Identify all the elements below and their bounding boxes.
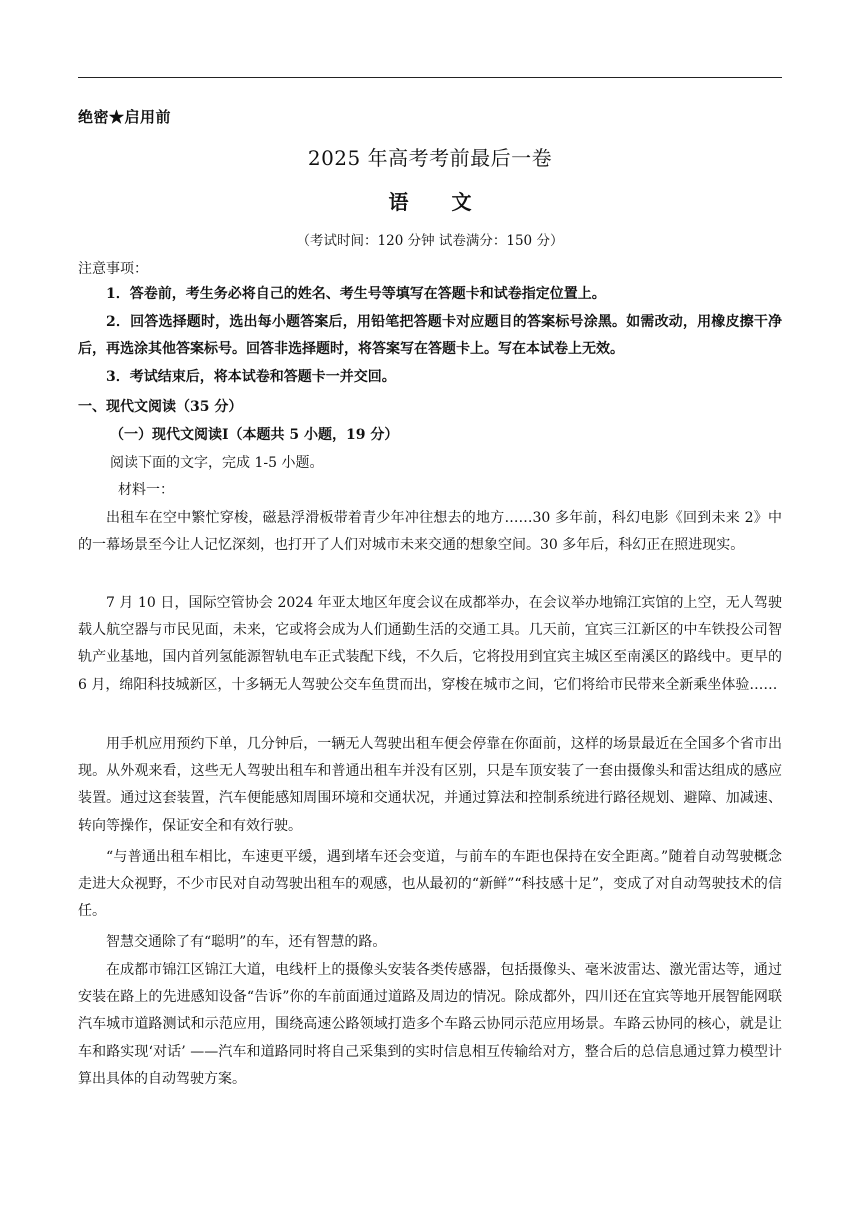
header-rule <box>78 77 782 78</box>
material-paragraph: 7 月 10 日，国际空管协会 2024 年亚太地区年度会议在成都举办，在会议举办地锦江宾馆的上空，无人驾驶载人航空器与市民见面，未来，它或将会成为人们通勤生活的交通工具。几天前，宜宾三江新区的中车铁投公司智轨产业基地，国内首列氢能源智轨电车正式装配下线，不久后，它将投用到宜宾主城区至南溪区的路线中。更早的 6 月，绵阳科技城新区，十多辆无人驾驶公交车鱼贯而出，穿梭在城市之间，它们将给市民带来全新乘坐体验…… <box>78 595 782 693</box>
notice-item-2: 2．回答选择题时，选出每小题答案后，用铅笔把答题卡对应题目的答案标号涂黑。如需改动，用橡皮擦干净后，再选涂其他答案标号。回答非选择题时，将答案写在答题卡上。写在本试卷上无效。 <box>78 314 782 358</box>
reading-instruction: 阅读下面的文字，完成 1-5 小题。 <box>110 455 324 471</box>
subsection-heading: （一）现代文阅读Ⅰ（本题共 5 小题，19 分） <box>110 427 399 443</box>
material-paragraph: 智慧交通除了有“聪明”的车，还有智慧的路。 <box>106 934 387 950</box>
material-paragraph: 出租车在空中繁忙穿梭，磁悬浮滑板带着青少年冲往想去的地方……30 多年前，科幻电影《回到未来 2》中的一幕场景至今让人记忆深刻，也打开了人们对城市未来交通的想象空间。30 多年后，科幻正在照进现实。 <box>78 510 782 554</box>
exam-title: 2025 年高考考前最后一卷 <box>307 146 553 170</box>
material-paragraph: 用手机应用预约下单，几分钟后，一辆无人驾驶出租车便会停靠在你面前，这样的场景最近在全国多个省市出现。从外观来看，这些无人驾驶出租车和普通出租车并没有区别，只是车顶安装了一套由摄像头和雷达组成的感应装置。通过这套装置，汽车便能感知周围环境和交通状况，并通过算法和控制系统进行路径规划、避障、加减速、转向等操作，保证安全和有效行驶。 <box>78 736 782 834</box>
material-paragraph: “与普通出租车相比，车速更平缓，遇到堵车还会变道，与前车的车距也保持在安全距离。”随着自动驾驶概念走进大众视野，不少市民对自动驾驶出租车的观感，也从最初的“新鲜”“科技感十足”，变成了对自动驾驶技术的信任。 <box>78 849 782 920</box>
subject-title: 语 文 <box>388 190 490 214</box>
material-label: 材料一： <box>118 482 174 498</box>
section-heading: 一、现代文阅读（35 分） <box>78 399 243 415</box>
notice-item-3: 3．考试结束后，将本试卷和答题卡一并交回。 <box>106 369 396 385</box>
material-paragraph: 在成都市锦江区锦江大道，电线杆上的摄像头安装各类传感器，包括摄像头、毫米波雷达、激光雷达等，通过安装在路上的先进感知设备“告诉”你的车前面通过道路及周边的情况。除成都外，四川还在宜宾等地开展智能网联汽车城市道路测试和示范应用，围绕高速公路领域打造多个车路云协同示范应用场景。车路云协同的核心，就是让车和路实现‘对话’ ——汽车和道路同时将自己采集到的实时信息相互传输给对方，整合后的总信息通过算力模型计算出具体的自动驾驶方案。 <box>78 962 782 1087</box>
notice-heading: 注意事项： <box>78 261 148 277</box>
notice-item-1: 1．答卷前，考生务必将自己的姓名、考生号等填写在答题卡和试卷指定位置上。 <box>106 286 606 302</box>
exam-info: （考试时间：120 分钟 试卷满分：150 分） <box>296 233 564 249</box>
confidential-label: 绝密★启用前 <box>78 108 172 126</box>
